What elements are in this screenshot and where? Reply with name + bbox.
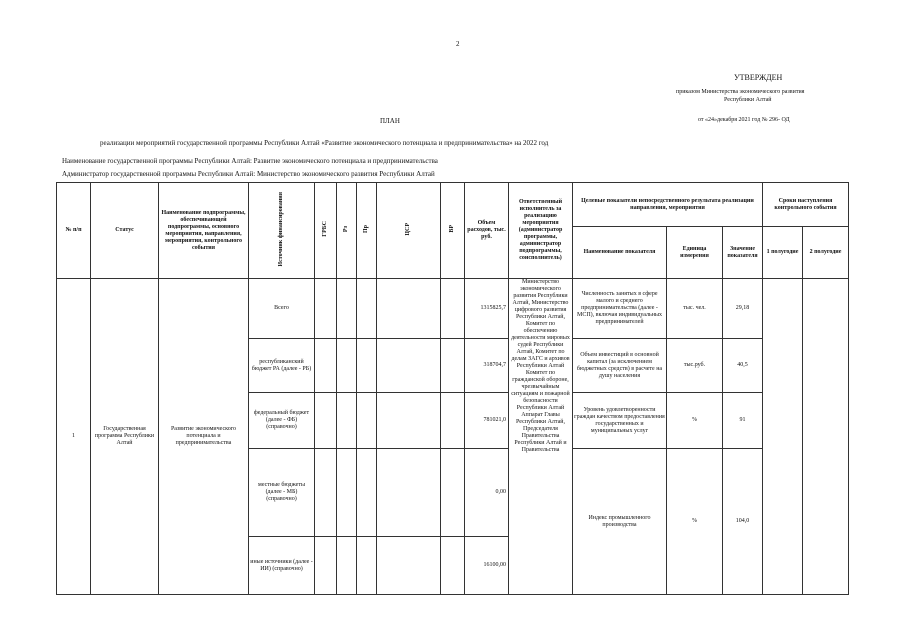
source-label-1: республиканский бюджет РА (далее - РБ)	[249, 339, 315, 393]
header-name: Наименование подпрограммы, обеспечивающей подпрограммы, основного мероприятия, направления, мероприятия, контрольного события	[159, 183, 249, 279]
header-indicator-unit: Единица измерения	[667, 227, 723, 279]
indicator-value-2: 91	[723, 393, 763, 449]
approval-order: приказом Министерства экономического развития	[676, 89, 805, 95]
header-deadlines: Сроки наступления контрольного события	[763, 183, 849, 227]
header-pr-cell	[357, 183, 377, 279]
header-status: Статус	[91, 183, 159, 279]
source-amount-0: 1315825,7	[465, 279, 509, 339]
row-num: 1	[57, 279, 91, 595]
header-grbs-cell	[315, 183, 337, 279]
source-label-0: Всего	[249, 279, 315, 339]
indicator-unit-0: тыс. чел.	[667, 279, 723, 339]
header-indicators: Целевые показатели непосредственного результата реализации направления, мероприятия	[573, 183, 763, 227]
page-number: 2	[456, 40, 460, 48]
header-rz: Рз	[343, 225, 349, 233]
plan-table	[56, 182, 849, 595]
approved-label: УТВЕРЖДЕН	[734, 73, 783, 82]
indicator-value-3: 104,0	[723, 449, 763, 595]
header-indicator-value: Значение показателя	[723, 227, 763, 279]
header-pr: Пр	[363, 224, 369, 233]
plan-subtitle: реализации мероприятий государственной программы Республики Алтай «Развитие экономического потенциала и предпринимательства» на 2022 год	[100, 139, 549, 147]
program-administrator: Администратор государственной программы Республики Алтай: Министерство экономического развития Республики Алтай	[62, 170, 435, 178]
header-half2: 2 полугодие	[803, 227, 849, 279]
approval-region: Республики Алтай	[724, 97, 772, 103]
header-half1: 1 полугодие	[763, 227, 803, 279]
indicator-value-1: 40,5	[723, 339, 763, 393]
header-vr-cell	[441, 183, 465, 279]
indicator-name-1: Объем инвестиций в основной капитал (за исключением бюджетных средств) в расчете на душу населения	[573, 339, 667, 393]
header-indicator-name: Наименование показателя	[573, 227, 667, 279]
source-label-3: местные бюджеты (далее - МБ) (справочно)	[249, 449, 315, 537]
approval-date: от «24»декабря 2021 год № 296- ОД	[698, 117, 790, 123]
source-amount-1: 318704,7	[465, 339, 509, 393]
indicator-name-3: Индекс промышленного производства	[573, 449, 667, 595]
row-name: Развитие экономического потенциала и предпринимательства	[159, 279, 249, 595]
header-num: № п/п	[57, 183, 91, 279]
indicator-name-0: Численность занятых в сфере малого и среднего предпринимательства (далее - МСП), включая индивидуальных предпринимателей	[573, 279, 667, 339]
source-label-2: федеральный бюджет (далее - ФБ) (справочно)	[249, 393, 315, 449]
plan-title: ПЛАН	[380, 117, 400, 125]
indicator-unit-2: %	[667, 393, 723, 449]
program-name: Наименование государственной программы Республики Алтай: Развитие экономического потенциала и предпринимательства	[62, 157, 438, 165]
header-source-cell	[249, 183, 315, 279]
indicator-unit-1: тыс.руб.	[667, 339, 723, 393]
header-grbs: ГРБС	[322, 221, 328, 237]
indicator-name-2: Уровень удовлетворенности граждан качеством предоставления государственных и муниципальных услуг	[573, 393, 667, 449]
header-csr-cell	[377, 183, 441, 279]
source-label-4: иные источники (далее - ИИ) (справочно)	[249, 537, 315, 595]
row-executor: Министерство экономического развития Республики Алтай, Министерство цифрового развития Республики Алтай, Комитет по обеспечению деятельности мировых судей Республики Алтай, Комитет по делам ЗАГС и архивов Республики Алтай Комитет по гражданской обороне, чрезвычайным ситуациям и пожарной безопасности Республики Алтай Аппарат Главы Республики Алтай, Председателя Правительства Республики Алтай и Правительства	[509, 279, 573, 595]
source-amount-2: 781021,0	[465, 393, 509, 449]
source-amount-3: 0,00	[465, 449, 509, 537]
row-status: Государственная программа Республики Алтай	[91, 279, 159, 595]
source-amount-4: 16100,00	[465, 537, 509, 595]
indicator-value-0: 29,18	[723, 279, 763, 339]
header-csr: ЦСР	[405, 222, 411, 236]
header-rz-cell	[337, 183, 357, 279]
header-source: Источник финансирования	[278, 191, 284, 267]
header-executor: Ответственный исполнитель за реализацию мероприятия (администратор программы, администратор подпрограммы, соисполнитель)	[509, 183, 573, 279]
header-vr: ВР	[449, 225, 455, 233]
indicator-unit-3: %	[667, 449, 723, 595]
header-volume: Объем расходов, тыс. руб.	[465, 183, 509, 279]
